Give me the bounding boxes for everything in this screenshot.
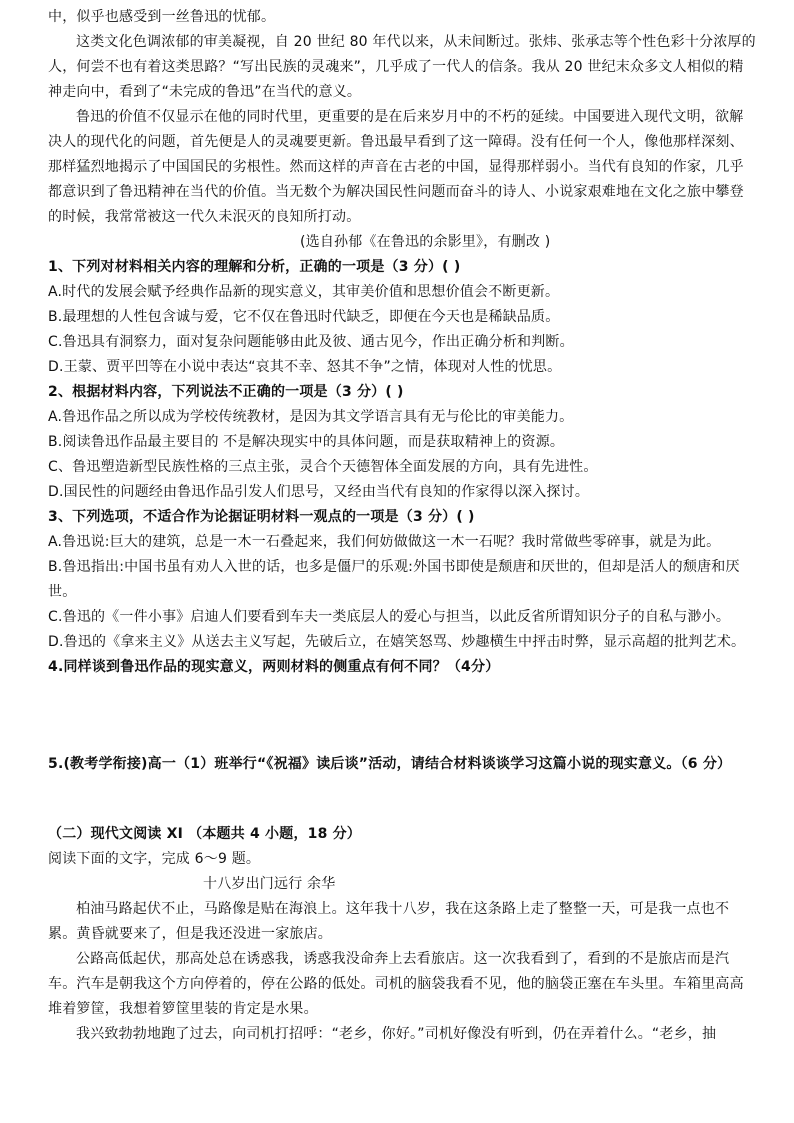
option-line: 世。 bbox=[48, 584, 77, 600]
option-line: A.鲁迅作品之所以成为学校传统教材，是因为其文学语言具有无与伦比的审美能力。 bbox=[48, 409, 574, 425]
option-line: C.鲁迅具有洞察力，面对复杂问题能够由此及彼、通古见今，作出正确分析和判断。 bbox=[48, 334, 574, 350]
passage-line: 神走向中，看到了“未完成的鲁迅”在当代的意义。 bbox=[48, 84, 362, 100]
option-line: B.阅读鲁迅作品最主要目的 不是解决现实中的具体问题，而是获取精神上的资源。 bbox=[48, 434, 565, 450]
story-line: 公路高低起伏，那高处总在诱惑我，诱惑我没命奔上去看旅店。这一次我看到了，看到的不是旅店而是汽 bbox=[76, 951, 730, 967]
passage-line: 那样猛烈地揭示了中国国民的劣根性。然而这样的声音在古老的中国，显得那样弱小。当代有良知的作家，几乎 bbox=[48, 159, 744, 175]
passage-line: 中，似乎也感受到一丝鲁迅的忧郁。 bbox=[48, 9, 276, 25]
option-line: B.最理想的人性包含诚与爱，它不仅在鲁迅时代缺乏，即便在今天也是稀缺品质。 bbox=[48, 309, 560, 325]
passage-line: 这类文化色调浓郁的审美凝视，自 20 世纪 80 年代以来，从未间断过。张炜、张承志等个性色彩十分浓厚的 bbox=[76, 34, 756, 50]
option-line: D.王蒙、贾平凹等在小说中表达“哀其不幸、怒其不争”之情，体现对人性的忧思。 bbox=[48, 359, 562, 375]
passage-line: 的时候，我常常被这一代久未泯灭的良知所打动。 bbox=[48, 209, 361, 225]
option-line: A.时代的发展会赋予经典作品新的现实意义，其审美价值和思想价值会不断更新。 bbox=[48, 284, 560, 300]
option-line: B.鲁迅指出:中国书虽有劝人入世的话，也多是僵尸的乐观:外国书即使是颓唐和厌世的，但却是活人的颓唐和厌 bbox=[48, 559, 740, 575]
story-line: 车。汽车是朝我这个方向停着的，停在公路的低处。司机的脑袋我看不见，他的脑袋正塞在车头里。车箱里高高 bbox=[48, 976, 744, 992]
question-4: 4.同样谈到鲁迅作品的现实意义，两则材料的侧重点有何不同？（4分） bbox=[48, 659, 500, 675]
story-line: 我兴致勃勃地跑了过去，向司机打招呼：“老乡，你好。”司机好像没有听到，仍在弄着什么。“老乡，抽 bbox=[76, 1026, 717, 1042]
option-line: A.鲁迅说:巨大的建筑，总是一木一石叠起来，我们何妨做做这一木一石呢？我时常做些零碎事，就是为此。 bbox=[48, 534, 721, 550]
option-line: C.鲁迅的《一件小事》启迪人们要看到车夫一类底层人的爱心与担当，以此反省所谓知识分子的自私与渺小。 bbox=[48, 609, 731, 625]
story-line: 柏油马路起伏不止，马路像是贴在海浪上。这年我十八岁，我在这条路上走了整整一天，可是我一点也不 bbox=[76, 901, 730, 917]
option-line: D.国民性的问题经由鲁迅作品引发人们思号，又经由当代有良知的作家得以深入探讨。 bbox=[48, 484, 590, 500]
option-line: D.鲁迅的《拿来主义》从送去主义写起，先破后立，在嬉笑怒骂、炒趣横生中抨击时弊，显示高超的批判艺术。 bbox=[48, 634, 746, 650]
question-3: 3、下列选项，不适合作为论据证明材料一观点的一项是（3 分）( ) bbox=[48, 509, 475, 525]
section-heading: （二）现代文阅读 XI （本题共 4 小题，18 分） bbox=[48, 826, 361, 842]
story-line: 累。黄昏就要来了，但是我还没进一家旅店。 bbox=[48, 926, 332, 942]
question-2: 2、根据材料内容，下列说法不正确的一项是（3 分）( ) bbox=[48, 384, 404, 400]
passage-line: 鲁迅的价值不仅显示在他的同时代里，更重要的是在后来岁月中的不朽的延续。中国要进入现代文明，欲解 bbox=[76, 109, 744, 125]
option-line: C、鲁迅塑造新型民族性格的三点主张，灵合个天德智体全面发展的方向，具有先进性。 bbox=[48, 459, 598, 475]
question-5: 5.(教考学衔接)高一（1）班举行“《祝福》读后谈”活动，请结合材料谈谈学习这篇小说的现实意义。（6 分） bbox=[48, 756, 732, 772]
question-1: 1、下列对材料相关内容的理解和分析，正确的一项是（3 分）( ) bbox=[48, 259, 461, 275]
passage-line: 决人的现代化的问题，首先便是人的灵魂要更新。鲁迅最早看到了这一障碍。没有任何一个人，像他那样深刻、 bbox=[48, 134, 744, 150]
passage-line: 都意识到了鲁迅精神在当代的价值。当无数个为解决国民性问题而奋斗的诗人、小说家艰难地在文化之旅中攀登 bbox=[48, 184, 744, 200]
instruction-line: 阅读下面的文字，完成 6～9 题。 bbox=[48, 851, 261, 867]
story-title: 十八岁出门远行 余华 bbox=[203, 876, 336, 892]
passage-line: 人，何尝不也有着这类思路？“写出民族的灵魂来”，几乎成了一代人的信条。我从 20 世纪末众多文人相似的精 bbox=[48, 59, 744, 75]
source-note: (选自孙郁《在鲁迅的余影里》，有删改 ) bbox=[300, 234, 551, 250]
story-line: 堆着箩筐，我想着箩筐里装的肯定是水果。 bbox=[48, 1001, 318, 1017]
